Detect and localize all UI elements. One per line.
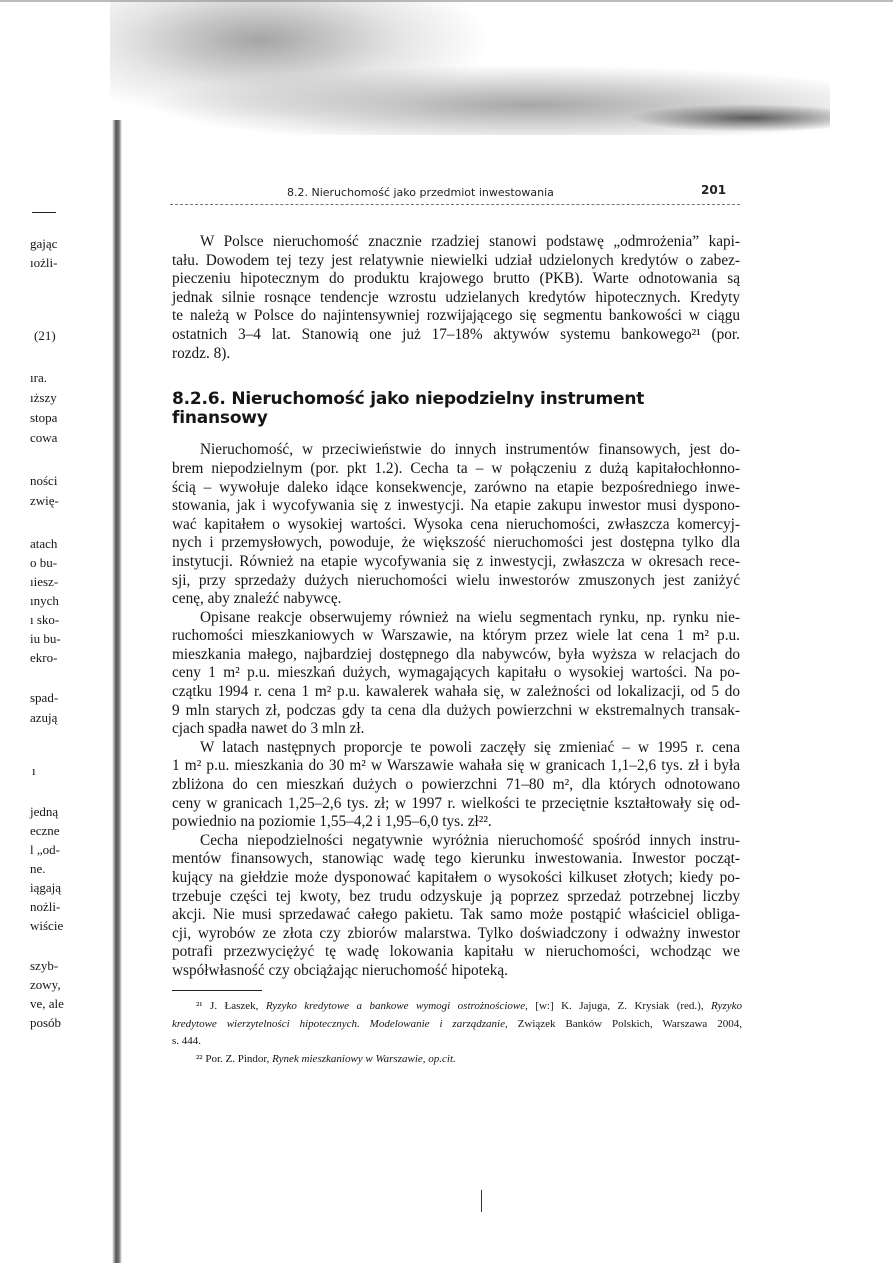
scan-shadow (110, 0, 830, 135)
citation-title: kredytowe wierzytelności hipotecznych. Modelowanie i zarządzanie (172, 1017, 505, 1030)
citation-title: Rynek mieszkaniowy w Warszawie, op.cit. (272, 1052, 456, 1065)
text-line: potrafi przezwyciężyć tę wadę lokowania kapitału w nieruchomości, wchodząc we (172, 943, 740, 961)
text-line: ścią – wywołuje daleko idące konsekwencje, zarówno na etapie bezpośredniego inwe- (172, 478, 740, 496)
section-body (172, 441, 740, 980)
adjacent-page-text: o bu- (30, 555, 58, 570)
text-line: tału. Dowodem tej tezy jest relatywnie niewielki udział udzielonych kredytów o zabez- (172, 251, 740, 269)
footnote-line (172, 1033, 742, 1051)
text-line: sji, przy sprzedaży dużych nieruchomości wielu inwestorów zmuszonych jest zaniżyć (172, 571, 740, 589)
adjacent-page-text: stopa (30, 410, 58, 425)
footnote-line (172, 998, 742, 1016)
footnote-rule (172, 990, 262, 991)
text-line: wać kapitałem o wysokiej wartości. Wysoka cena nieruchomości, zwłaszcza komercyj- (172, 515, 740, 533)
adjacent-page-text: ve, ale (30, 996, 64, 1011)
text-line: Cecha niepodzielności negatywnie wyróżnia nieruchomość spośród innych instru- (200, 831, 740, 849)
adjacent-page-text: ıiesz- (30, 574, 59, 589)
main-text (172, 233, 740, 981)
adjacent-page-text: iu bu- (30, 631, 61, 646)
adjacent-page-text: atach (30, 536, 58, 551)
text-line: czątku 1994 r. cena 1 m² p.u. kawalerek wahała się, w zależności od lokalizacji, od 5 do (172, 683, 740, 701)
adjacent-page-text: gając (30, 236, 58, 251)
adjacent-page-text: ıra. (30, 370, 47, 385)
adjacent-page-text: eczne (30, 823, 60, 838)
text-line: mieszkania małego, najbardziej dostępnego dla nabywców, była wyższa w relacjach do (172, 645, 740, 663)
footnote-text: ²² Por. Z. Pindor, (196, 1052, 273, 1065)
paragraph (172, 739, 740, 832)
adjacent-page-text: ıożli- (30, 255, 58, 270)
text-line: współwłasność czy obciążając nieruchomość hipoteką. (172, 961, 508, 979)
text-line: kujący na giełdzie może dysponować kapitałem o wysokości kilkuset złotych; kiedy po- (172, 869, 740, 886)
adjacent-page-text: (21) (34, 328, 56, 343)
section-heading: 8.2.6. Nieruchomość jako niepodzielny instrument finansowy (172, 389, 645, 428)
text-line: W latach następnych proporcje te powoli zaczęły się zmieniać – w 1995 r. cena (200, 738, 740, 756)
text-line: 1 m² p.u. mieszkania do 30 m² w Warszawie wahała się w granicach 1,1–2,6 tys. zł i była (172, 757, 740, 775)
text-line: mentów finansowych, stanowiąc wadę tego kierunku inwestowania. Inwestor począt- (172, 850, 740, 868)
text-line: instytucji. Również na etapie wycofywania się z inwestycji, zwłaszcza w okresach rece- (172, 552, 740, 570)
footnote (172, 1051, 742, 1069)
footnote-text: , [w:] K. Jajuga, Z. Krysiak (red.), (525, 1000, 712, 1012)
adjacent-page-text: wiście (30, 918, 64, 933)
adjacent-page-text: ı sko- (30, 612, 60, 627)
adjacent-page-text: nożli- (30, 899, 61, 914)
footnotes (172, 998, 742, 1068)
paragraph (172, 609, 740, 739)
intro-paragraph (172, 233, 740, 363)
paragraph (172, 832, 740, 981)
adjacent-page-text: zwię- (30, 493, 59, 508)
adjacent-page-text: szyb- (30, 958, 59, 973)
text-line: jednak silnie rosnące tendencje wzrostu udzielanych kredytów hipotecznych. Kredyty (172, 288, 740, 306)
adjacent-page-text: ne. (30, 861, 46, 876)
text-line: pieczeniu hipotecznym do produktu krajowego brutto (PKB). Warte odnotowania są (172, 270, 740, 288)
text-line: trzebuje części tej kwoty, bez trudu odzyskuje ją poprzez sprzedaż potrzebnej liczby (172, 887, 740, 905)
citation-title: Ryzyko kredytowe a bankowe wymogi ostrożnościowe (265, 1000, 526, 1012)
page-number: 201 (701, 183, 727, 197)
scan-mark (481, 1190, 482, 1212)
text-line: ruchomości mieszkaniowych w Warszawie, na którym przez wiele lat cena 1 m² p.u. (172, 627, 740, 645)
running-header: 8.2. Nieruchomość jako przedmiot inwestowania (287, 186, 554, 199)
adjacent-page-text: ınych (30, 593, 59, 608)
adjacent-page-text: iągają (30, 880, 62, 895)
adjacent-page-text: ı (32, 763, 36, 778)
book-spine-shadow (112, 120, 122, 1263)
adjacent-page-text: l „od- (30, 842, 60, 857)
footnote-line (172, 1051, 742, 1069)
text-line: stowania, jak i wycofywania się z inwestycji. Na etapie zakupu inwestor musi dyspono- (172, 497, 740, 515)
header-rule (170, 204, 740, 205)
footnote-line (172, 1016, 742, 1034)
text-line: cjach spadła nawet do 3 mln zł. (172, 720, 365, 738)
adjacent-page-text: spad- (30, 690, 59, 705)
adjacent-page-text: ności (30, 473, 58, 488)
text-line: cenę, aby znaleźć nabywcę. (172, 590, 342, 608)
text-line: ceny 1 m² p.u. mieszkań dużych, wymagających kapitału o wysokiej wartości. Na po- (172, 664, 740, 682)
adjacent-page-text: posób (30, 1015, 62, 1030)
adjacent-page-text: jedną (30, 804, 59, 819)
footnote-text: ²¹ J. Łaszek, (196, 1000, 266, 1012)
citation-title: Ryzyko (711, 1000, 742, 1012)
text-line: te należą w Polsce do najintensywniej rozwijającego się segmentu bankowości w ciągu (172, 307, 740, 325)
text-line: W Polsce nieruchomość znacznie rzadziej stanowi podstawę „odmrożenia” kapi- (200, 233, 740, 250)
text-line: brem niepodzielnym (por. pkt 1.2). Cecha ta – w połączeniu z dużą kapitałochłonno- (172, 459, 740, 477)
footnote (172, 998, 742, 1051)
text-line: cji, wyrobów ze złota czy zbiorów malarstwa. Tylko doświadczony i odważny inwestor (172, 924, 740, 942)
adjacent-page-text: zowy, (30, 977, 61, 992)
text-line: 9 mln starych zł, podczas gdy ta cena dla dużych powierzchni w ekstremalnych transak- (172, 701, 740, 719)
text-line: zbliżona do cen mieszkań dużych o powierzchni 71–80 m², dla których odnotowano (172, 776, 740, 794)
text-line: Nieruchomość, w przeciwieństwie do innych instrumentów finansowych, jest do- (200, 441, 740, 459)
paragraph (172, 441, 740, 608)
adjacent-page-fragments (0, 0, 100, 1263)
adjacent-page-text: azują (30, 710, 58, 725)
adjacent-page-text: ıższy (30, 390, 57, 405)
text-line: ceny w granicach 1,25–2,6 tys. zł; w 1997 r. wielkości te przeciętnie kształtowały się od- (172, 794, 740, 812)
text-line: rozdz. 8). (172, 344, 231, 362)
adjacent-page-text: cowa (30, 430, 58, 445)
text-line: Opisane reakcje obserwujemy również na wielu segmentach rynku, np. rynku nie- (200, 608, 740, 626)
footnote-text: , Związek Banków Polskich, Warszawa 2004, (505, 1017, 742, 1030)
footnote-text: s. 444. (172, 1035, 202, 1047)
adjacent-page-text: ekro- (30, 650, 58, 665)
text-line: nych i przemysłowych, powoduje, że większość nieruchomości jest dostępna tylko dla (172, 534, 740, 552)
text-line: powiednio na poziomie 1,55–4,2 i 1,95–6,0 tys. zł²². (172, 813, 492, 831)
text-line: ostatnich 3–4 lat. Stanowią one już 17–18% aktywów systemu bankowego²¹ (por. (172, 325, 740, 343)
adjacent-page-rule (32, 212, 56, 213)
text-line: akcji. Nie musi sprzedawać całego pakietu. Tak samo może postąpić właściciel obliga- (172, 906, 740, 924)
